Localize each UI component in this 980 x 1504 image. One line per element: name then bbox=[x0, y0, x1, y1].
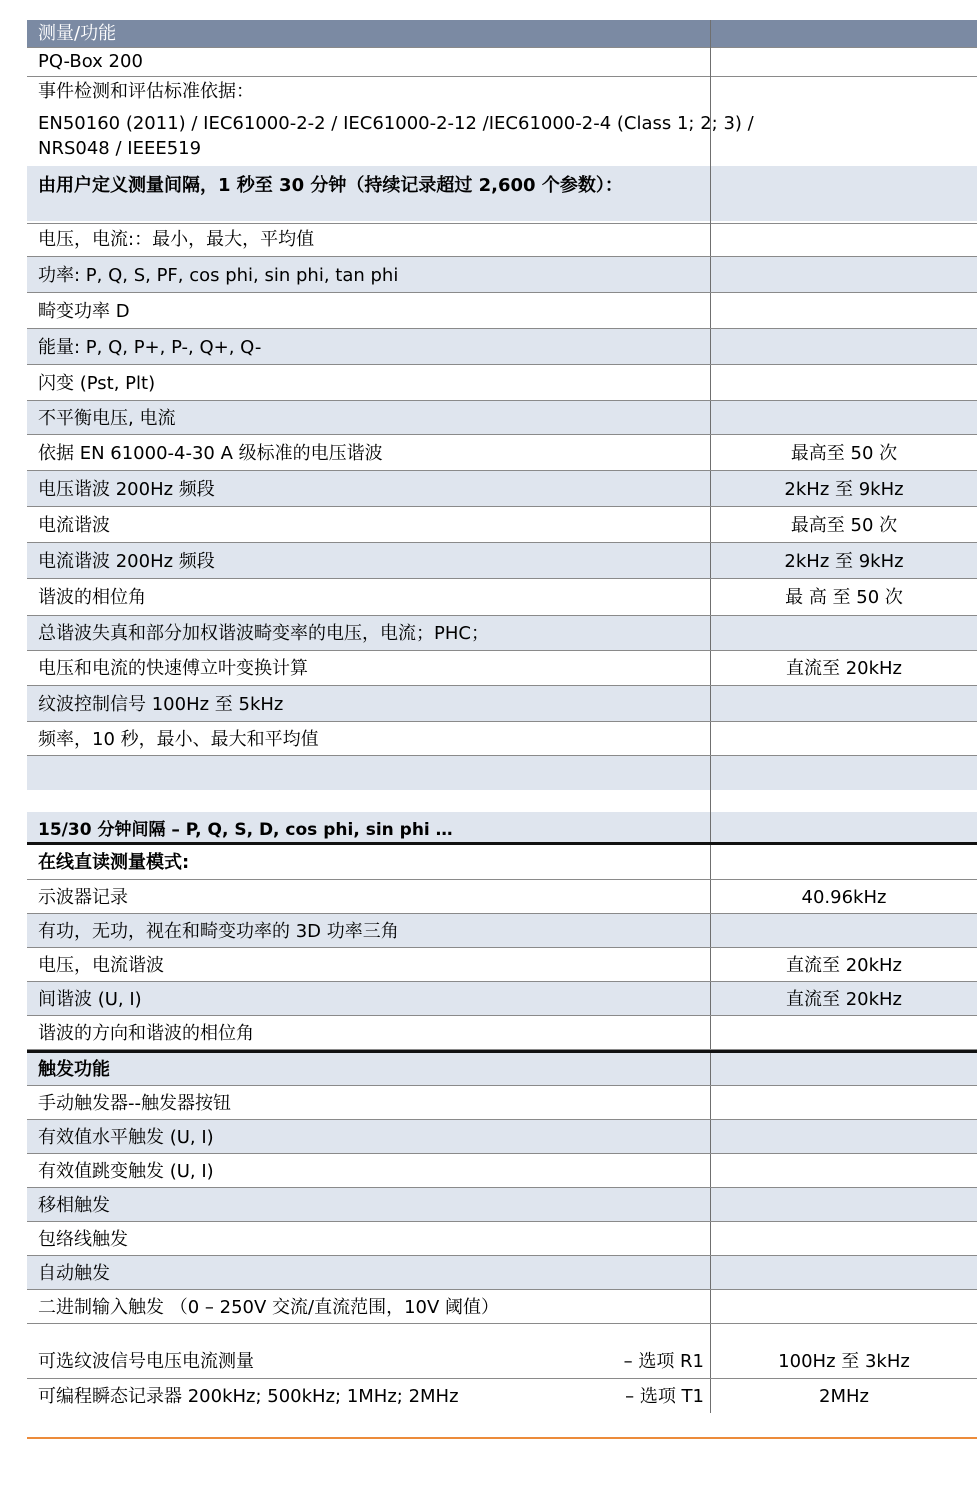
row-label: 示波器记录 bbox=[38, 886, 128, 908]
row-label: 功率: P, Q, S, PF, cos phi, sin phi, tan phi bbox=[38, 264, 399, 286]
footer-rule bbox=[27, 1437, 977, 1439]
row-value: 100Hz 至 3kHz bbox=[778, 1351, 910, 1372]
row-label: 有效值水平触发 (U, I) bbox=[38, 1126, 214, 1148]
row-label: 移相触发 bbox=[38, 1194, 110, 1216]
interval-15-30-row bbox=[27, 812, 977, 842]
row-label: 间谐波 (U, I) bbox=[38, 988, 142, 1010]
online-row bbox=[27, 982, 977, 1015]
trigger-row bbox=[27, 1086, 977, 1119]
spacer-row-2 bbox=[27, 1324, 977, 1344]
row-label: 频率，10 秒，最小、最大和平均值 bbox=[38, 728, 319, 750]
row-label: 自动触发 bbox=[38, 1262, 110, 1284]
interval-row bbox=[27, 221, 977, 256]
table-header bbox=[27, 20, 977, 47]
option-row bbox=[27, 1379, 977, 1413]
options-rows bbox=[27, 1344, 977, 1413]
section-trigger-heading: 触发功能 bbox=[38, 1059, 110, 1080]
row-label: 不平衡电压, 电流 bbox=[38, 407, 176, 429]
interval-row bbox=[27, 293, 977, 328]
row-value: 直流至 20kHz bbox=[785, 988, 903, 1010]
interval-row bbox=[27, 401, 977, 434]
section-interval-rows bbox=[27, 221, 977, 756]
section-online-title bbox=[27, 845, 977, 879]
model-name: PQ-Box 200 bbox=[38, 51, 143, 72]
row-value: 2MHz bbox=[819, 1386, 869, 1407]
interval-row bbox=[27, 616, 977, 650]
online-row bbox=[27, 1016, 977, 1049]
section-online bbox=[27, 842, 977, 1050]
row-label: 依据 EN 61000-4-30 A 级标准的电压谐波 bbox=[38, 442, 383, 464]
row-label: 电压，电流:：最小，最大，平均值 bbox=[38, 228, 315, 250]
interval-row bbox=[27, 257, 977, 292]
row-value: 2kHz 至 9kHz bbox=[784, 478, 904, 500]
row-value: 最 高 至 50 次 bbox=[785, 587, 903, 608]
row-value: 最高至 50 次 bbox=[790, 514, 898, 536]
row-label: 电压和电流的快速傅立叶变换计算 bbox=[38, 658, 308, 679]
trigger-row bbox=[27, 1290, 977, 1323]
row-label: 纹波控制信号 100Hz 至 5kHz bbox=[38, 693, 284, 715]
interval-row bbox=[27, 507, 977, 542]
row-label: 电流谐波 200Hz 频段 bbox=[38, 550, 215, 572]
header-title: 测量/功能 bbox=[38, 23, 117, 44]
trigger-row bbox=[27, 1120, 977, 1153]
interval-row bbox=[27, 365, 977, 400]
interval-row bbox=[27, 543, 977, 578]
trigger-row bbox=[27, 1188, 977, 1221]
row-label: 电压谐波 200Hz 频段 bbox=[38, 478, 215, 500]
interval-row bbox=[27, 329, 977, 364]
option-code: – 选项 T1 bbox=[625, 1386, 704, 1407]
row-label: 总谐波失真和部分加权谐波畸变率的电压，电流；PHC； bbox=[38, 623, 489, 644]
interval-row bbox=[27, 722, 977, 755]
section-interval-title bbox=[27, 166, 977, 221]
online-row bbox=[27, 914, 977, 947]
row-label: 畸变功率 D bbox=[38, 300, 130, 322]
row-value: 直流至 20kHz bbox=[785, 954, 903, 976]
spacer-row bbox=[27, 790, 977, 812]
row-label: 包络线触发 bbox=[38, 1228, 128, 1250]
standards-block bbox=[27, 76, 977, 166]
online-row bbox=[27, 880, 977, 913]
option-row bbox=[27, 1344, 977, 1378]
section-online-heading: 在线直读测量模式: bbox=[38, 852, 190, 873]
row-value: 40.96kHz bbox=[801, 886, 887, 908]
trigger-row bbox=[27, 1256, 977, 1289]
interval-row bbox=[27, 579, 977, 615]
spec-table bbox=[27, 20, 977, 1413]
model-row bbox=[27, 47, 977, 76]
row-label: 可选纹波信号电压电流测量 bbox=[38, 1351, 254, 1372]
standards-line-2: NRS048 / IEEE519 bbox=[38, 138, 202, 159]
interval-row bbox=[27, 471, 977, 506]
interval-15-30-label: 15/30 分钟间隔 – P, Q, S, D, cos phi, sin phi … bbox=[38, 820, 453, 840]
row-label: 电压，电流谐波 bbox=[38, 954, 164, 976]
row-label: 谐波的相位角 bbox=[38, 587, 146, 608]
online-row bbox=[27, 948, 977, 981]
row-label: 二进制输入触发 （0 – 250V 交流/直流范围，10V 阈值） bbox=[38, 1296, 500, 1318]
trigger-row bbox=[27, 1222, 977, 1255]
trigger-row bbox=[27, 1154, 977, 1187]
row-value: 直流至 20kHz bbox=[785, 658, 903, 679]
row-label: 有效值跳变触发 (U, I) bbox=[38, 1160, 214, 1182]
row-label: 闪变 (Pst, Plt) bbox=[38, 372, 156, 394]
row-label: 可编程瞬态记录器 200kHz; 500kHz; 1MHz; 2MHz bbox=[38, 1386, 459, 1407]
section-trigger bbox=[27, 1050, 977, 1324]
option-code: – 选项 R1 bbox=[623, 1351, 704, 1372]
interval-row bbox=[27, 435, 977, 470]
row-label: 能量: P, Q, P+, P-, Q+, Q- bbox=[38, 336, 262, 358]
standards-line-1: EN50160 (2011) / IEC61000-2-2 / IEC61000-2-12 /IEC61000-2-4 (Class 1; 2; 3) / bbox=[38, 113, 754, 134]
row-label: 谐波的方向和谐波的相位角 bbox=[38, 1022, 254, 1044]
section-trigger-title bbox=[27, 1053, 977, 1085]
empty-row bbox=[27, 756, 977, 790]
row-label: 手动触发器--触发器按钮 bbox=[38, 1092, 231, 1114]
interval-row bbox=[27, 651, 977, 685]
row-label: 有功，无功，视在和畸变功率的 3D 功率三角 bbox=[38, 920, 399, 942]
section-interval-heading: 由用户定义测量间隔，1 秒至 30 分钟（持续记录超过 2,600 个参数）： bbox=[38, 175, 623, 196]
row-label: 电流谐波 bbox=[38, 514, 110, 536]
row-value: 2kHz 至 9kHz bbox=[784, 550, 904, 572]
interval-row bbox=[27, 686, 977, 721]
row-value: 最高至 50 次 bbox=[790, 442, 898, 464]
standards-basis-label: 事件检测和评估标准依据： bbox=[38, 81, 254, 102]
